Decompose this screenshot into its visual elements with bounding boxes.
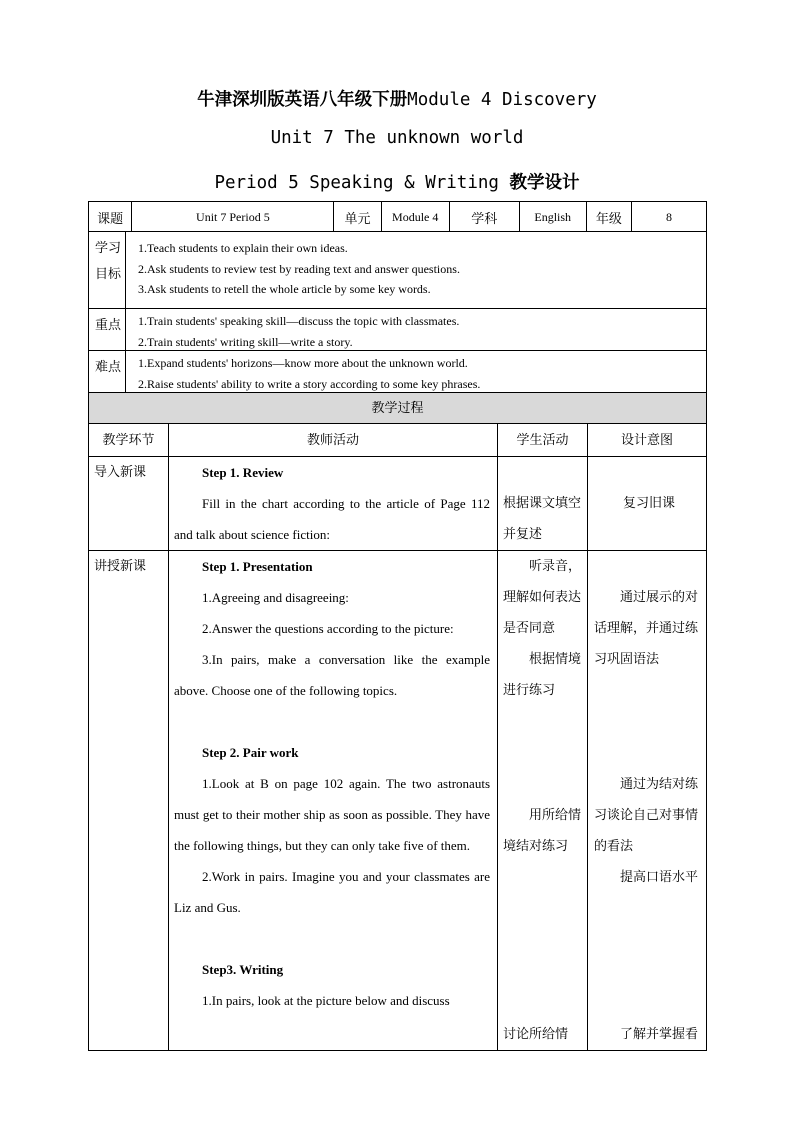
subject-value: English bbox=[519, 202, 586, 232]
document-title-line2: Unit 7 The unknown world bbox=[270, 128, 524, 148]
goals-label: 学习目标 bbox=[88, 232, 126, 309]
document-title-line1 bbox=[0, 86, 794, 111]
intent-review: 复习旧课 bbox=[622, 496, 675, 511]
step-text: 2.Work in pairs. Imagine you and your classmates are Liz and Gus. bbox=[174, 869, 490, 915]
step-text: 3.In pairs, make a conversation like the example above. Choose one of the following topics. bbox=[174, 652, 490, 698]
key-points-label: 重点 bbox=[88, 309, 126, 351]
grade-value: 8 bbox=[631, 202, 707, 232]
step-title: Step3. Writing bbox=[202, 962, 284, 977]
process-band: 教学过程 bbox=[88, 392, 707, 424]
header-intent: 设计意图 bbox=[587, 424, 707, 457]
unit-value: Module 4 bbox=[381, 202, 449, 232]
step-text: Fill in the chart according to the article of Page 112 and talk about science fiction: bbox=[174, 496, 490, 542]
learning-goals-row bbox=[88, 231, 707, 309]
step-text: 1.Look at B on page 102 again. The two astronauts must get to their mother ship as soon as possible. They have the following things, but they can only take five of them. bbox=[174, 776, 490, 853]
grade-label: 年级 bbox=[586, 202, 631, 232]
goal-item: 2.Ask students to review test by reading text and answer questions. bbox=[138, 261, 460, 276]
teacher-new-lesson bbox=[174, 551, 490, 1016]
key-point-item: 2.Train students' writing skill—write a story. bbox=[138, 334, 353, 349]
header-stage: 教学环节 bbox=[88, 424, 168, 457]
title-module: Module 4 Discovery bbox=[407, 90, 597, 110]
document-title-line3 bbox=[0, 169, 794, 194]
title-period: Period 5 Speaking & Writing bbox=[214, 173, 499, 193]
teacher-review bbox=[174, 457, 490, 550]
student-activity-c: 用所给情境结对练习 bbox=[503, 808, 582, 854]
goals-list bbox=[138, 238, 707, 300]
step-title: Step 2. Pair work bbox=[202, 745, 299, 760]
unit-label: 单元 bbox=[333, 202, 380, 232]
student-review: 根据课文填空并复述 bbox=[503, 496, 582, 542]
header-student: 学生活动 bbox=[497, 424, 587, 457]
key-points-list bbox=[138, 311, 707, 352]
intent-a: 通过展示的对话理解，并通过练习巩固语法 bbox=[594, 590, 699, 667]
key-point-item: 1.Train students' speaking skill—discuss the topic with classmates. bbox=[138, 314, 460, 328]
header-teacher: 教师活动 bbox=[168, 424, 497, 457]
step-text: 1.In pairs, look at the picture below and discuss bbox=[202, 993, 450, 1008]
difficulties-row bbox=[88, 350, 707, 393]
step-title: Step 1. Review bbox=[202, 465, 284, 480]
difficulty-item: 2.Raise students' ability to write a story according to some key phrases. bbox=[138, 376, 481, 391]
stage-intro: 导入新课 bbox=[94, 465, 147, 480]
title-cn: 牛津深圳版英语八年级下册 bbox=[197, 90, 408, 110]
difficulties-list bbox=[138, 353, 707, 394]
intent-d: 了解并掌握看 bbox=[620, 1027, 699, 1042]
intent-b: 通过为结对练习谈论自己对事情的看法 提高口语水平 bbox=[594, 777, 699, 885]
student-activity-d: 讨论所给情 bbox=[503, 1027, 569, 1042]
student-activity-a: 听录音，理解如何表达是否同意 根据情境进行练习 bbox=[503, 559, 582, 698]
title-design: 教学设计 bbox=[509, 173, 580, 193]
difficulties-label: 难点 bbox=[88, 351, 126, 393]
topic-value: Unit 7 Period 5 bbox=[131, 202, 333, 232]
topic-label: 课题 bbox=[88, 202, 131, 232]
key-points-row bbox=[88, 308, 707, 351]
goal-item: 1.Teach students to explain their own ideas. bbox=[138, 241, 348, 255]
step-title: Step 1. Presentation bbox=[202, 559, 313, 574]
step-text: 2.Answer the questions according to the picture: bbox=[202, 621, 454, 636]
step-text: 1.Agreeing and disagreeing: bbox=[202, 590, 349, 605]
subject-label: 学科 bbox=[449, 202, 519, 232]
course-info-row bbox=[88, 201, 707, 232]
goal-item: 3.Ask students to retell the whole article by some key words. bbox=[138, 282, 431, 296]
stage-new-lesson: 讲授新课 bbox=[94, 559, 147, 574]
difficulty-item: 1.Expand students' horizons—know more about the unknown world. bbox=[138, 356, 468, 370]
